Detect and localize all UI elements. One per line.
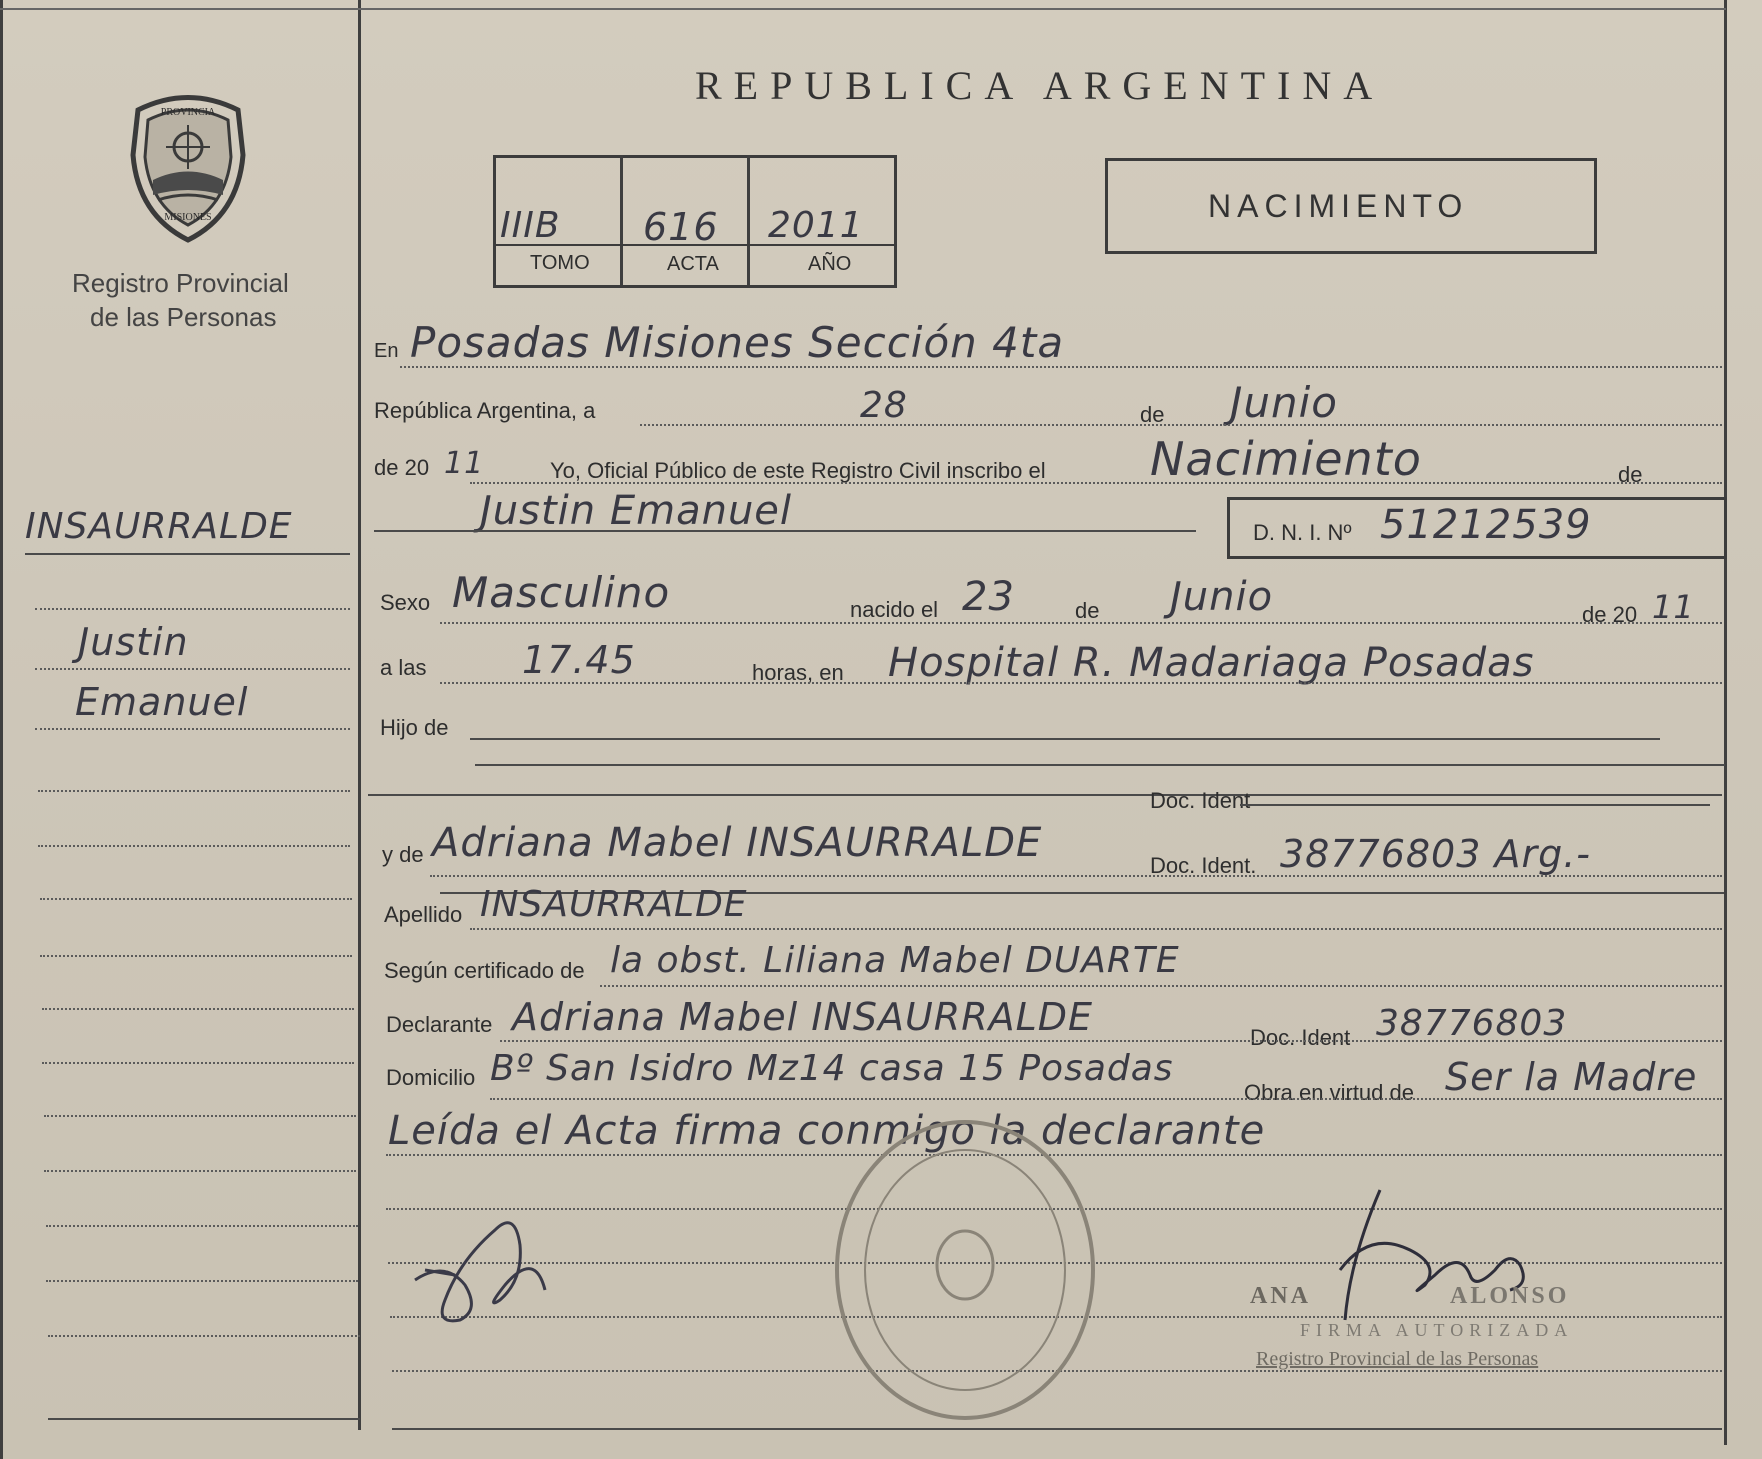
sidebar-divider-line xyxy=(358,0,361,1430)
apellido-label: Apellido xyxy=(384,902,463,927)
line-hijo-1 xyxy=(470,738,1660,740)
birth-year-prefix: de 20 xyxy=(1582,602,1638,627)
declarante-doc-value: 38776803 xyxy=(1376,1003,1568,1044)
line-y-de xyxy=(430,875,1722,877)
year-prefix: de 20 xyxy=(374,455,430,480)
en-label: En xyxy=(374,340,399,362)
sidebar-line-4 xyxy=(38,790,350,792)
acta-label: ACTA xyxy=(667,253,719,275)
nacido-label: nacido el xyxy=(850,597,939,622)
registry-name-line2: de las Personas xyxy=(90,302,277,332)
sidebar-line-14 xyxy=(48,1335,360,1337)
acta-value: 616 xyxy=(643,205,719,249)
line-segun xyxy=(600,985,1722,987)
sidebar-given-name-2: Emanuel xyxy=(75,680,249,724)
sidebar-line-3 xyxy=(35,728,350,730)
official-name-last: ALONSO xyxy=(1450,1283,1570,1309)
doc-ident-label-top: Doc. Ident xyxy=(1150,788,1251,813)
line-declarante xyxy=(500,1040,1722,1042)
birth-day: 23 xyxy=(962,574,1015,620)
official-round-stamp xyxy=(830,1115,1100,1425)
sidebar-line-7 xyxy=(40,955,352,957)
province-seal xyxy=(118,85,258,245)
declarant-signature-mark xyxy=(405,1190,565,1330)
sidebar-line-12 xyxy=(46,1225,358,1227)
y-de-label: y de xyxy=(382,842,424,867)
domicilio-label: Domicilio xyxy=(386,1065,476,1090)
declarante-value: Adriana Mabel INSAURRALDE xyxy=(512,995,1094,1039)
official-office: Registro Provincial de las Personas xyxy=(1256,1348,1539,1370)
line-yo xyxy=(470,482,1722,484)
sexo-label: Sexo xyxy=(380,590,431,615)
right-border-line xyxy=(1724,0,1727,1445)
official-title: FIRMA AUTORIZADA xyxy=(1300,1320,1574,1340)
sidebar-line-11 xyxy=(44,1170,356,1172)
record-type-label: NACIMIENTO xyxy=(1208,188,1469,224)
line-hijo-2 xyxy=(475,764,1725,766)
line-apellido xyxy=(470,928,1722,930)
obra-value: Ser la Madre xyxy=(1445,1055,1698,1099)
mother-name: Adriana Mabel INSAURRALDE xyxy=(432,820,1043,866)
de-label-3: de xyxy=(1075,598,1100,623)
republica-label: República Argentina, a xyxy=(374,398,596,423)
line-hijo-3 xyxy=(368,794,1722,796)
de-label: de xyxy=(1140,402,1165,427)
hijo-label: Hijo de xyxy=(380,715,449,740)
sidebar-surname: INSAURRALDE xyxy=(25,506,293,547)
month-value: Junio xyxy=(1230,378,1338,427)
inscribo-value: Nacimiento xyxy=(1150,432,1422,486)
segun-label: Según certificado de xyxy=(384,958,585,983)
line-en xyxy=(400,366,1722,368)
anio-label: AÑO xyxy=(808,253,852,275)
sidebar-line-9 xyxy=(42,1062,354,1064)
birth-month: Junio xyxy=(1170,574,1274,620)
mother-doc-value: 38776803 Arg.- xyxy=(1280,832,1592,876)
left-border-line xyxy=(0,0,3,1459)
sidebar-line-2 xyxy=(35,668,350,670)
doc-ident-label-decl: Doc. Ident xyxy=(1250,1025,1351,1050)
domicilio-value: Bº San Isidro Mz14 casa 15 Posadas xyxy=(490,1048,1174,1089)
sexo-value: Masculino xyxy=(452,568,671,617)
sidebar-line-1 xyxy=(35,608,350,610)
obra-label: Obra en virtud de xyxy=(1244,1080,1414,1105)
sidebar-line-5 xyxy=(38,845,350,847)
anio-value: 2011 xyxy=(768,205,864,246)
declarante-label: Declarante xyxy=(386,1012,493,1037)
sidebar-bottom-line xyxy=(48,1418,360,1420)
svg-text:PROVINCIA: PROVINCIA xyxy=(160,107,216,118)
table-divider-1 xyxy=(620,155,623,285)
line-sig-bottom xyxy=(392,1428,1722,1430)
horas-label: horas, en xyxy=(752,660,844,685)
year-suffix: 11 xyxy=(444,446,485,481)
line-doc-ident-top xyxy=(1240,804,1710,806)
table-divider-2 xyxy=(747,155,750,285)
child-name: Justin Emanuel xyxy=(480,488,793,534)
de-label-2: de xyxy=(1618,462,1643,487)
tomo-value: IIIB xyxy=(500,205,561,246)
sidebar-given-name-1: Justin xyxy=(78,620,189,664)
top-line xyxy=(0,8,1726,10)
birth-year-suffix: 11 xyxy=(1652,588,1695,626)
day-value: 28 xyxy=(860,385,908,426)
en-value: Posadas Misiones Sección 4ta xyxy=(410,318,1065,367)
sidebar-line-8 xyxy=(42,1008,354,1010)
closing-text: Leída el Acta firma conmigo la declarante xyxy=(388,1108,1266,1154)
segun-value: la obst. Liliana Mabel DUARTE xyxy=(610,940,1180,981)
tomo-label: TOMO xyxy=(530,252,590,274)
hour-value: 17.45 xyxy=(522,638,636,682)
dni-label: D. N. I. Nº xyxy=(1253,520,1352,545)
registry-name-line1: Registro Provincial xyxy=(72,268,289,298)
a-las-label: a las xyxy=(380,655,427,680)
apellido-value: INSAURRALDE xyxy=(480,884,748,925)
dni-value: 51212539 xyxy=(1380,502,1592,548)
line-child-name xyxy=(374,530,1196,532)
line-a-las xyxy=(440,682,1722,684)
line-republica xyxy=(640,424,1722,426)
doc-ident-label-mother: Doc. Ident. xyxy=(1150,853,1257,878)
line-domicilio xyxy=(490,1098,1722,1100)
svg-text:MISIONES: MISIONES xyxy=(164,212,212,223)
line-sexo xyxy=(440,622,1722,624)
official-name-first: ANA xyxy=(1250,1283,1311,1309)
sidebar-line-10 xyxy=(44,1115,356,1117)
sidebar-line-6 xyxy=(40,898,352,900)
place-value: Hospital R. Madariaga Posadas xyxy=(888,640,1535,686)
sidebar-surname-line xyxy=(25,553,350,555)
yo-label: Yo, Oficial Público de este Registro Civil inscribo el xyxy=(550,458,1046,483)
sidebar-line-13 xyxy=(46,1280,358,1282)
country-title: REPUBLICA ARGENTINA xyxy=(695,63,1385,108)
